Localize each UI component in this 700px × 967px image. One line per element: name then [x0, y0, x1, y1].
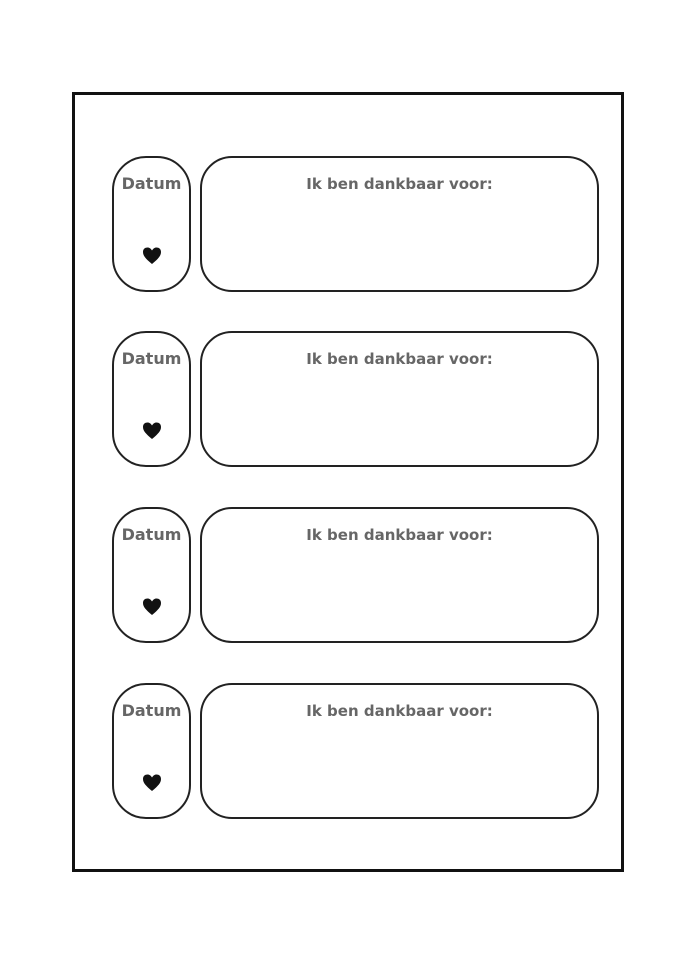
- gratitude-field[interactable]: [200, 331, 599, 467]
- date-field[interactable]: [112, 331, 191, 467]
- gratitude-field[interactable]: [200, 507, 599, 643]
- date-label: Datum: [121, 701, 182, 720]
- heart-icon: [142, 246, 162, 266]
- gratitude-field[interactable]: [200, 156, 599, 292]
- gratitude-prompt: Ik ben dankbaar voor:: [306, 526, 493, 544]
- heart-icon: [142, 773, 162, 793]
- heart-icon: [142, 597, 162, 617]
- date-label: Datum: [121, 349, 182, 368]
- gratitude-prompt: Ik ben dankbaar voor:: [306, 350, 493, 368]
- date-label: Datum: [121, 174, 182, 193]
- date-field[interactable]: [112, 683, 191, 819]
- worksheet-page: [72, 92, 624, 872]
- gratitude-entry: [75, 683, 621, 819]
- gratitude-field[interactable]: [200, 683, 599, 819]
- gratitude-entry: [75, 331, 621, 467]
- date-field[interactable]: [112, 156, 191, 292]
- gratitude-prompt: Ik ben dankbaar voor:: [306, 175, 493, 193]
- gratitude-entry: [75, 507, 621, 643]
- gratitude-prompt: Ik ben dankbaar voor:: [306, 702, 493, 720]
- heart-icon: [142, 421, 162, 441]
- date-field[interactable]: [112, 507, 191, 643]
- gratitude-entry: [75, 156, 621, 292]
- date-label: Datum: [121, 525, 182, 544]
